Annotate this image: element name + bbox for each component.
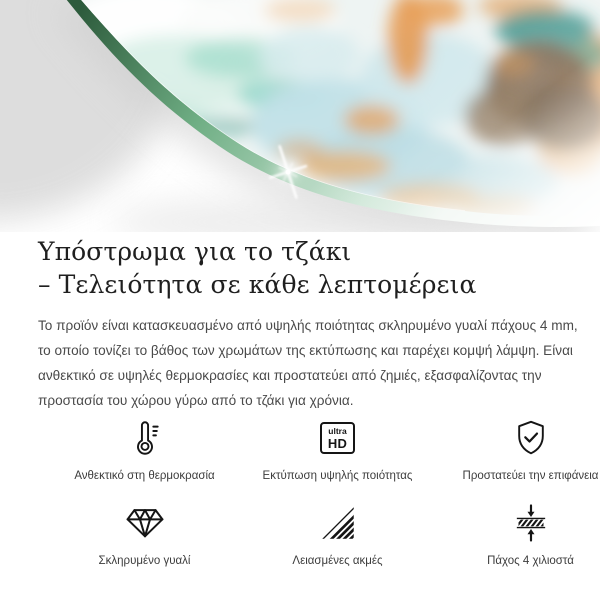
feature-surface-protection: [434, 415, 600, 482]
feature-label: Λειασμένες ακμές: [292, 555, 383, 567]
feature-label: Ανθεκτικό στη θερμοκρασία: [74, 470, 215, 482]
title-line-2: – Τελειότητα σε κάθε λεπτομέρεια: [38, 269, 477, 299]
feature-heat-resistant: [48, 415, 241, 482]
page-title: [38, 236, 562, 301]
glass-panel-photo: [0, 0, 600, 232]
title-line-1: Υπόστρωμα για το τζάκι: [38, 237, 352, 266]
feature-label: Εκτύπωση υψηλής ποιότητας: [262, 470, 413, 482]
diamond-icon: [123, 500, 167, 546]
thickness-icon: [511, 500, 551, 546]
shield-check-icon: [510, 415, 552, 461]
polished-edges-icon: [319, 500, 357, 546]
product-hero: [0, 0, 600, 232]
product-description-text: Το προϊόν είναι κατασκευασμένο από υψηλής ποιότητας σκληρυμένο γυαλί πάχους 4 mm, το οποίο τονίζει το βάθος των χρωμάτων της εκτύπωσης και παρέχει κομψή λάμψη. Είναι ανθεκτικό σε υψηλές θερμοκρασίες και προστατεύει από ζημιές, εξασφαλίζοντας την προστασία του χώρου γύρω από το τζάκι για χρόνια.: [38, 318, 578, 408]
feature-label: Πάχος 4 χιλιοστά: [487, 555, 574, 567]
feature-thickness: [434, 500, 600, 567]
ultra-hd-icon: [320, 415, 355, 461]
ultra-hd-badge-top: ultra: [328, 426, 347, 437]
feature-label: Σκληρυμένο γυαλί: [98, 555, 191, 567]
feature-label: Προστατεύει την επιφάνεια: [462, 470, 599, 482]
product-description-section: [0, 236, 600, 567]
feature-tempered-glass: [48, 500, 241, 567]
features-grid: [38, 415, 599, 567]
feature-polished-edges: [241, 500, 434, 567]
ultra-hd-badge-bottom: HD: [327, 435, 348, 451]
thermometer-icon: [124, 415, 166, 461]
feature-print-quality: [241, 415, 434, 482]
